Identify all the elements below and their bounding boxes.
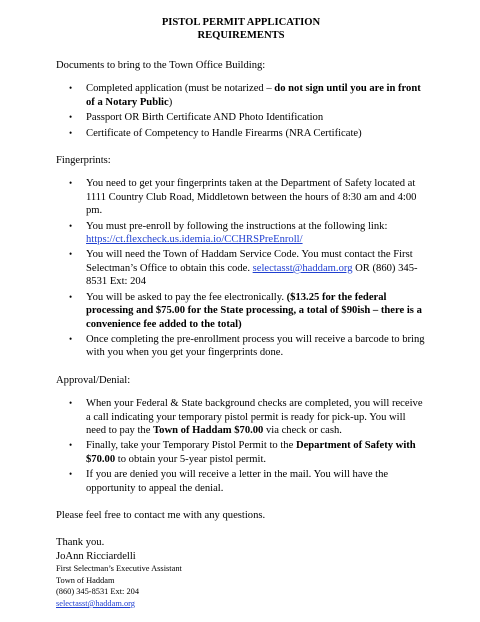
title-line-2: REQUIREMENTS bbox=[197, 30, 285, 41]
signature-email-link[interactable]: selectasst@haddam.org bbox=[56, 598, 135, 608]
closing-text: Please feel free to contact me with any questions. bbox=[56, 509, 266, 521]
list-item-text: If you are denied you will receive a letter in the mail. You will have the opportunity to appeal the denial. bbox=[86, 469, 389, 494]
bullet-icon: • bbox=[69, 178, 73, 189]
list-item-text: Passport OR Birth Certificate AND Photo Identification bbox=[86, 112, 324, 124]
list-item bbox=[69, 248, 426, 288]
list-item bbox=[69, 439, 426, 466]
bullet-icon: • bbox=[69, 469, 73, 480]
documents-list bbox=[56, 82, 426, 140]
list-item-text: Certificate of Competency to Handle Firearms (NRA Certificate) bbox=[86, 127, 362, 139]
bullet-icon: • bbox=[69, 291, 73, 302]
list-item-text: When your Federal & State background checks are completed, you will receive a call indicating your temporary pistol permit is ready for pick-up. You will need to pay the bbox=[86, 398, 423, 436]
signature-block bbox=[56, 536, 426, 609]
list-item-text: You will need the Town of Haddam Service Code. You must contact the First Selectman’s Office to obtain this code. bbox=[86, 249, 413, 274]
signature-role: First Selectman’s Executive Assistant bbox=[56, 564, 182, 574]
documents-heading: Documents to bring to the Town Office Building: bbox=[56, 60, 266, 71]
list-item-text: You will be asked to pay the fee electronically. bbox=[86, 291, 287, 303]
signature-name: JoAnn Ricciardelli bbox=[56, 550, 136, 562]
signature-org: Town of Haddam bbox=[56, 575, 115, 585]
bullet-icon: • bbox=[69, 398, 73, 409]
list-item-bold: do not sign until you are in front of a Notary Public bbox=[86, 83, 421, 108]
signature-thanks: Thank you. bbox=[56, 537, 105, 549]
list-item-text: Completed application (must be notarized – bbox=[86, 83, 275, 95]
list-item-bold: ($13.25 for the federal processing and $75.00 for the State processing, a total of $90ish – there is a convenience fee added to the total) bbox=[86, 291, 422, 330]
list-item bbox=[69, 82, 426, 109]
list-item bbox=[69, 177, 426, 217]
list-item-text: ) bbox=[168, 96, 173, 108]
list-item-text: You need to get your fingerprints taken at the Department of Safety located at 1111 Country Club Road, Middletown between the hours of 8:30 am and 4:00 pm. bbox=[86, 178, 417, 217]
list-item-text: to obtain your 5-year pistol permit. bbox=[115, 453, 267, 465]
list-item bbox=[69, 220, 426, 247]
bullet-icon: • bbox=[69, 127, 73, 138]
bullet-icon: • bbox=[69, 249, 73, 260]
list-item-text: via check or cash. bbox=[263, 424, 342, 436]
list-item bbox=[69, 111, 426, 124]
title-line-1: PISTOL PERMIT APPLICATION bbox=[161, 17, 321, 28]
list-item-text: OR (860) 345-8531 Ext: 204 bbox=[86, 262, 418, 288]
list-item-text: You must pre-enroll by following the instructions at the following link: bbox=[86, 220, 388, 232]
list-item-bold: Department of Safety with $70.00 bbox=[86, 440, 416, 465]
approval-list bbox=[56, 397, 426, 495]
email-link[interactable]: selectasst@haddam.org bbox=[252, 262, 353, 274]
fingerprints-heading: Fingerprints: bbox=[56, 155, 111, 167]
bullet-icon: • bbox=[69, 112, 73, 123]
list-item bbox=[69, 333, 426, 360]
list-item-text: Once completing the pre-enrollment process you will receive a barcode to bring with you when you get your fingerprints done. bbox=[86, 333, 425, 359]
list-item-bold: Town of Haddam $70.00 bbox=[153, 424, 264, 436]
bullet-icon: • bbox=[69, 333, 73, 344]
list-item bbox=[69, 397, 426, 437]
bullet-icon: • bbox=[69, 220, 73, 231]
bullet-icon: • bbox=[69, 83, 73, 94]
list-item-text: Finally, take your Temporary Pistol Permit to the bbox=[86, 440, 296, 452]
list-item bbox=[69, 127, 426, 140]
preenroll-link[interactable]: https://ct.flexcheck.us.idemia.io/CCHRSPreEnroll/ bbox=[86, 234, 303, 246]
page-title bbox=[56, 16, 426, 42]
list-item bbox=[69, 468, 426, 495]
approval-heading: Approval/Denial: bbox=[56, 374, 131, 386]
signature-phone: (860) 345-8531 Ext: 204 bbox=[56, 587, 140, 597]
document-page bbox=[56, 16, 426, 610]
list-item bbox=[69, 291, 426, 331]
fingerprints-list bbox=[56, 177, 426, 359]
bullet-icon: • bbox=[69, 440, 73, 451]
